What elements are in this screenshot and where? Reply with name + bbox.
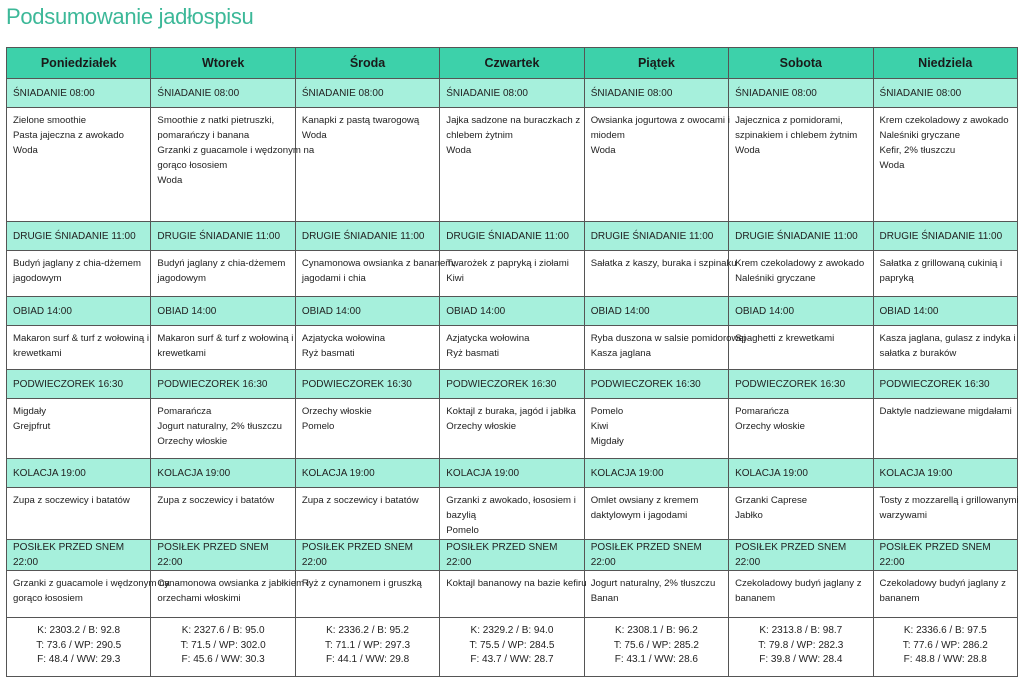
- meal-line: Naleśniki gryczane: [735, 273, 816, 284]
- day-header: Piątek: [584, 48, 728, 79]
- meal-cell: [7, 488, 151, 540]
- section-label: OBIAD 14:00: [295, 297, 439, 326]
- meal-line: Pomelo: [446, 525, 479, 536]
- meal-line: Czekoladowy budyń jaglany z: [735, 578, 862, 589]
- meal-line: Pomarańcza: [157, 406, 212, 417]
- meal-line: szpinakiem i chlebem żytnim: [735, 130, 858, 141]
- section-label: DRUGIE ŚNIADANIE 11:00: [295, 222, 439, 251]
- meal-cell: [7, 251, 151, 297]
- meal-line: Ryż z cynamonem i gruszką: [301, 578, 422, 589]
- meal-line: Krem czekoladowy z awokado: [735, 258, 865, 269]
- meal-line: Omlet owsiany z kremem: [590, 495, 699, 506]
- meal-cell: [729, 488, 873, 540]
- section-label: DRUGIE ŚNIADANIE 11:00: [7, 222, 151, 251]
- nutrition-totals-cell: [729, 618, 873, 677]
- meal-cell: [295, 326, 439, 370]
- section-label: KOLACJA 19:00: [729, 459, 873, 488]
- meal-line: krewetkami: [13, 348, 62, 359]
- meal-line: Grzanki z guacamole i wędzonym na: [157, 145, 315, 156]
- section-label: ŚNIADANIE 08:00: [440, 79, 584, 108]
- meal-line: Kanapki z pastą twarogową: [301, 115, 420, 126]
- meal-cell: [440, 488, 584, 540]
- section-label: KOLACJA 19:00: [873, 459, 1017, 488]
- meal-cell: [873, 571, 1017, 618]
- day-header: Czwartek: [440, 48, 584, 79]
- page-title: Podsumowanie jadłospisu: [6, 4, 254, 29]
- section-label: PODWIECZOREK 16:30: [729, 370, 873, 399]
- section-label: KOLACJA 19:00: [151, 459, 295, 488]
- meal-line: Jogurt naturalny, 2% tłuszczu: [590, 578, 716, 589]
- nutrition-line: K: 2336.6 / B: 97.5: [903, 625, 987, 636]
- section-label: ŚNIADANIE 08:00: [729, 79, 873, 108]
- meal-line: Woda: [879, 160, 905, 171]
- meal-line: Owsianka jogurtowa z owocami i: [590, 115, 730, 126]
- meal-line: Makaron surf & turf z wołowiną i: [13, 333, 149, 344]
- meal-cell: [7, 399, 151, 459]
- section-label: PODWIECZOREK 16:30: [440, 370, 584, 399]
- meal-line: Pomelo: [590, 406, 624, 417]
- meal-line: Woda: [735, 145, 760, 156]
- meal-cell: [729, 251, 873, 297]
- section-label: POSIŁEK PRZED SNEM 22:00: [151, 540, 295, 571]
- meal-line: Ryż basmati: [446, 348, 500, 359]
- section-label: POSIŁEK PRZED SNEM 22:00: [295, 540, 439, 571]
- meal-cell: [584, 251, 737, 297]
- meal-cell: [584, 571, 728, 618]
- meal-line: gorąco łososiem: [157, 160, 228, 171]
- nutrition-line: F: 48.4 / WW: 29.3: [37, 654, 121, 665]
- meal-cell: [729, 108, 873, 222]
- meal-cell: [151, 571, 309, 618]
- meal-line: Woda: [13, 145, 38, 156]
- meal-line: Cynamonowa owsianka z jabłkiem i: [157, 578, 309, 589]
- meal-line: Orzechy włoskie: [735, 421, 805, 432]
- nutrition-line: K: 2327.6 / B: 95.0: [181, 625, 265, 636]
- meal-line: Sałatka z grillowaną cukinią i: [879, 258, 1003, 269]
- meal-line: Grejpfrut: [13, 421, 51, 432]
- meal-line: Cynamonowa owsianka z bananem,: [301, 258, 456, 269]
- meal-cell: [729, 326, 873, 370]
- meal-line: Ryba duszona w salsie pomidorowej: [590, 333, 746, 344]
- meal-plan-table: [6, 47, 1018, 677]
- section-header-row: [7, 79, 1018, 108]
- meal-cell: [7, 571, 170, 618]
- meal-line: Kefir, 2% tłuszczu: [879, 145, 956, 156]
- meal-line: Kasza jaglana: [590, 348, 651, 359]
- meal-line: bananem: [735, 593, 776, 604]
- section-label: PODWIECZOREK 16:30: [584, 370, 728, 399]
- meal-line: Budyń jaglany z chia-dżemem: [13, 258, 141, 269]
- meal-cell: [151, 326, 295, 370]
- meal-line: Pasta jajeczna z awokado: [13, 130, 124, 141]
- section-header-row: [7, 540, 1018, 571]
- nutrition-line: F: 48.8 / WW: 28.8: [903, 654, 987, 665]
- nutrition-line: F: 39.8 / WW: 28.4: [759, 654, 843, 665]
- meal-line: Woda: [446, 145, 472, 156]
- meal-cell: [151, 251, 295, 297]
- meal-line: Banan: [590, 593, 619, 604]
- meal-line: Daktyle nadziewane migdałami: [879, 406, 1012, 417]
- nutrition-line: F: 44.1 / WW: 29.8: [325, 654, 410, 665]
- section-label: DRUGIE ŚNIADANIE 11:00: [873, 222, 1017, 251]
- meal-line: Koktajl z buraka, jagód i jabłka: [446, 406, 576, 417]
- meal-line: Grzanki z awokado, łososiem i: [446, 495, 576, 506]
- meal-line: Grzanki Caprese: [735, 495, 808, 506]
- nutrition-totals-cell: [873, 618, 1017, 677]
- meal-line: Jajecznica z pomidorami,: [735, 115, 843, 126]
- section-label: OBIAD 14:00: [873, 297, 1017, 326]
- nutrition-totals-cell: [151, 618, 295, 677]
- section-label: PODWIECZOREK 16:30: [295, 370, 439, 399]
- meal-cell: [7, 326, 151, 370]
- nutrition-line: T: 73.6 / WP: 290.5: [36, 639, 122, 651]
- meal-line: miodem: [590, 130, 625, 141]
- section-label: KOLACJA 19:00: [295, 459, 439, 488]
- meal-cell: [440, 108, 584, 222]
- meal-line: pomarańczy i banana: [157, 130, 250, 141]
- section-label: OBIAD 14:00: [729, 297, 873, 326]
- meal-line: Spaghetti z krewetkami: [735, 333, 835, 344]
- meal-line: Twarożek z papryką i ziołami: [446, 258, 569, 269]
- day-header: Sobota: [729, 48, 873, 79]
- meal-cell: [295, 488, 439, 540]
- meal-line: Kasza jaglana, gulasz z indyka i: [879, 333, 1016, 344]
- section-label: POSIŁEK PRZED SNEM 22:00: [873, 540, 1017, 571]
- meal-cell: [440, 251, 584, 297]
- nutrition-line: T: 79.8 / WP: 282.3: [758, 639, 844, 651]
- meal-cell: [584, 326, 746, 370]
- meal-cell: [873, 326, 1017, 370]
- meal-line: Tosty z mozzarellą i grillowanymi: [879, 495, 1019, 506]
- meal-line: daktylowym i jagodami: [590, 510, 688, 521]
- day-header: Środa: [295, 48, 439, 79]
- section-label: PODWIECZOREK 16:30: [873, 370, 1017, 399]
- meal-cell: [873, 108, 1017, 222]
- meal-line: Orzechy włoskie: [446, 421, 517, 432]
- section-label: ŚNIADANIE 08:00: [295, 79, 439, 108]
- meal-row: [7, 108, 1018, 222]
- meal-line: Kiwi: [590, 421, 609, 432]
- nutrition-line: T: 71.1 / WP: 297.3: [325, 639, 411, 651]
- meal-line: Azjatycka wołowina: [446, 333, 530, 344]
- meal-line: Makaron surf & turf z wołowiną i: [157, 333, 294, 344]
- nutrition-totals-cell: [7, 618, 151, 677]
- meal-line: jagodowym: [13, 273, 62, 284]
- meal-cell: [873, 488, 1017, 540]
- meal-line: Smoothie z natki pietruszki,: [157, 115, 275, 126]
- section-label: OBIAD 14:00: [7, 297, 151, 326]
- nutrition-line: F: 43.1 / WW: 28.6: [614, 654, 698, 665]
- meal-line: Jabłko: [735, 510, 763, 521]
- meal-row: [7, 251, 1018, 297]
- meal-cell: [729, 399, 873, 459]
- section-label: DRUGIE ŚNIADANIE 11:00: [729, 222, 873, 251]
- meal-cell: [584, 108, 728, 222]
- meal-line: papryką: [879, 273, 914, 284]
- meal-cell: [584, 399, 728, 459]
- section-header-row: [7, 297, 1018, 326]
- meal-row: [7, 326, 1018, 370]
- meal-cell: [440, 326, 584, 370]
- meal-line: Pomelo: [301, 421, 335, 432]
- nutrition-line: K: 2336.2 / B: 95.2: [326, 625, 409, 636]
- meal-line: gorąco łososiem: [13, 593, 83, 604]
- section-label: DRUGIE ŚNIADANIE 11:00: [151, 222, 295, 251]
- nutrition-line: T: 77.6 / WP: 286.2: [902, 639, 988, 651]
- meal-line: krewetkami: [157, 348, 206, 359]
- section-label: POSIŁEK PRZED SNEM 22:00: [729, 540, 873, 571]
- section-header-row: [7, 459, 1018, 488]
- nutrition-line: T: 75.5 / WP: 284.5: [469, 639, 555, 651]
- meal-row: [7, 399, 1018, 459]
- nutrition-totals-cell: [295, 618, 439, 677]
- day-header: Niedziela: [873, 48, 1017, 79]
- nutrition-line: F: 45.6 / WW: 30.3: [181, 654, 265, 665]
- meal-line: jagodowym: [157, 273, 206, 284]
- meal-cell: [584, 488, 728, 540]
- meal-cell: [151, 488, 295, 540]
- meal-line: Pomarańcza: [735, 406, 789, 417]
- meal-line: chlebem żytnim: [446, 130, 513, 141]
- meal-cell: [729, 571, 873, 618]
- meal-line: Azjatycka wołowina: [301, 333, 386, 344]
- section-label: KOLACJA 19:00: [584, 459, 728, 488]
- section-label: OBIAD 14:00: [440, 297, 584, 326]
- section-label: POSIŁEK PRZED SNEM 22:00: [440, 540, 584, 571]
- section-label: PODWIECZOREK 16:30: [7, 370, 151, 399]
- nutrition-line: K: 2303.2 / B: 92.8: [37, 625, 121, 636]
- section-label: OBIAD 14:00: [584, 297, 728, 326]
- section-header-row: [7, 222, 1018, 251]
- nutrition-totals-cell: [440, 618, 584, 677]
- section-label: PODWIECZOREK 16:30: [151, 370, 295, 399]
- meal-cell: [873, 399, 1017, 459]
- meal-line: Ryż basmati: [301, 348, 355, 359]
- meal-line: Grzanki z guacamole i wędzonym na: [13, 578, 170, 589]
- section-label: DRUGIE ŚNIADANIE 11:00: [584, 222, 728, 251]
- section-label: KOLACJA 19:00: [7, 459, 151, 488]
- meal-line: jagodami i chia: [301, 273, 366, 284]
- meal-line: Woda: [157, 175, 183, 186]
- meal-line: orzechami włoskimi: [157, 593, 241, 604]
- meal-line: Migdały: [590, 436, 624, 447]
- meal-line: Orzechy włoskie: [301, 406, 372, 417]
- meal-row: [7, 571, 1018, 618]
- meal-cell: [873, 251, 1017, 297]
- nutrition-line: F: 43.7 / WW: 28.7: [470, 654, 554, 665]
- nutrition-line: K: 2329.2 / B: 94.0: [470, 625, 554, 636]
- nutrition-totals-cell: [584, 618, 728, 677]
- meal-line: Zupa z soczewicy i batatów: [301, 495, 419, 506]
- meal-cell: [7, 108, 151, 222]
- section-label: DRUGIE ŚNIADANIE 11:00: [440, 222, 584, 251]
- meal-row: [7, 488, 1018, 540]
- day-header: Poniedziałek: [7, 48, 151, 79]
- meal-cell: [440, 571, 587, 618]
- nutrition-line: K: 2313.8 / B: 98.7: [759, 625, 843, 636]
- section-label: KOLACJA 19:00: [440, 459, 584, 488]
- day-header-row: [7, 48, 1018, 79]
- meal-line: Sałatka z kaszy, buraka i szpinaku: [590, 258, 737, 269]
- section-label: ŚNIADANIE 08:00: [584, 79, 728, 108]
- section-label: OBIAD 14:00: [151, 297, 295, 326]
- meal-line: Naleśniki gryczane: [879, 130, 961, 141]
- section-label: POSIŁEK PRZED SNEM 22:00: [7, 540, 151, 571]
- nutrition-line: T: 71.5 / WP: 302.0: [180, 639, 266, 651]
- meal-line: Koktajl bananowy na bazie kefiru: [446, 578, 587, 589]
- meal-cell: [440, 399, 584, 459]
- meal-line: Zupa z soczewicy i batatów: [157, 495, 275, 506]
- section-label: POSIŁEK PRZED SNEM 22:00: [584, 540, 728, 571]
- meal-line: Jajka sadzone na buraczkach z: [446, 115, 581, 126]
- meal-line: Zupa z soczewicy i batatów: [13, 495, 130, 506]
- section-label: ŚNIADANIE 08:00: [873, 79, 1017, 108]
- nutrition-line: K: 2308.1 / B: 96.2: [614, 625, 698, 636]
- meal-line: Woda: [590, 145, 616, 156]
- meal-cell: [151, 108, 315, 222]
- meal-cell: [295, 108, 439, 222]
- meal-cell: [295, 571, 439, 618]
- meal-line: bananem: [879, 593, 920, 604]
- section-label: ŚNIADANIE 08:00: [151, 79, 295, 108]
- meal-line: Woda: [301, 130, 327, 141]
- meal-cell: [151, 399, 295, 459]
- meal-line: Jogurt naturalny, 2% tłuszczu: [157, 421, 283, 432]
- totals-row: [7, 618, 1018, 677]
- nutrition-line: T: 75.6 / WP: 285.2: [613, 639, 699, 651]
- section-label: ŚNIADANIE 08:00: [7, 79, 151, 108]
- meal-line: sałatka z buraków: [879, 348, 957, 359]
- meal-plan-body: [7, 79, 1018, 677]
- meal-line: Kiwi: [446, 273, 464, 284]
- meal-line: Czekoladowy budyń jaglany z: [879, 578, 1006, 589]
- section-header-row: [7, 370, 1018, 399]
- meal-line: Krem czekoladowy z awokado: [879, 115, 1009, 126]
- meal-line: Orzechy włoskie: [157, 436, 228, 447]
- meal-cell: [295, 399, 439, 459]
- meal-line: Zielone smoothie: [13, 115, 87, 126]
- meal-line: bazylią: [446, 510, 477, 521]
- meal-line: Migdały: [13, 406, 47, 417]
- meal-line: Budyń jaglany z chia-dżemem: [157, 258, 286, 269]
- day-header: Wtorek: [151, 48, 295, 79]
- meal-line: warzywami: [879, 510, 927, 521]
